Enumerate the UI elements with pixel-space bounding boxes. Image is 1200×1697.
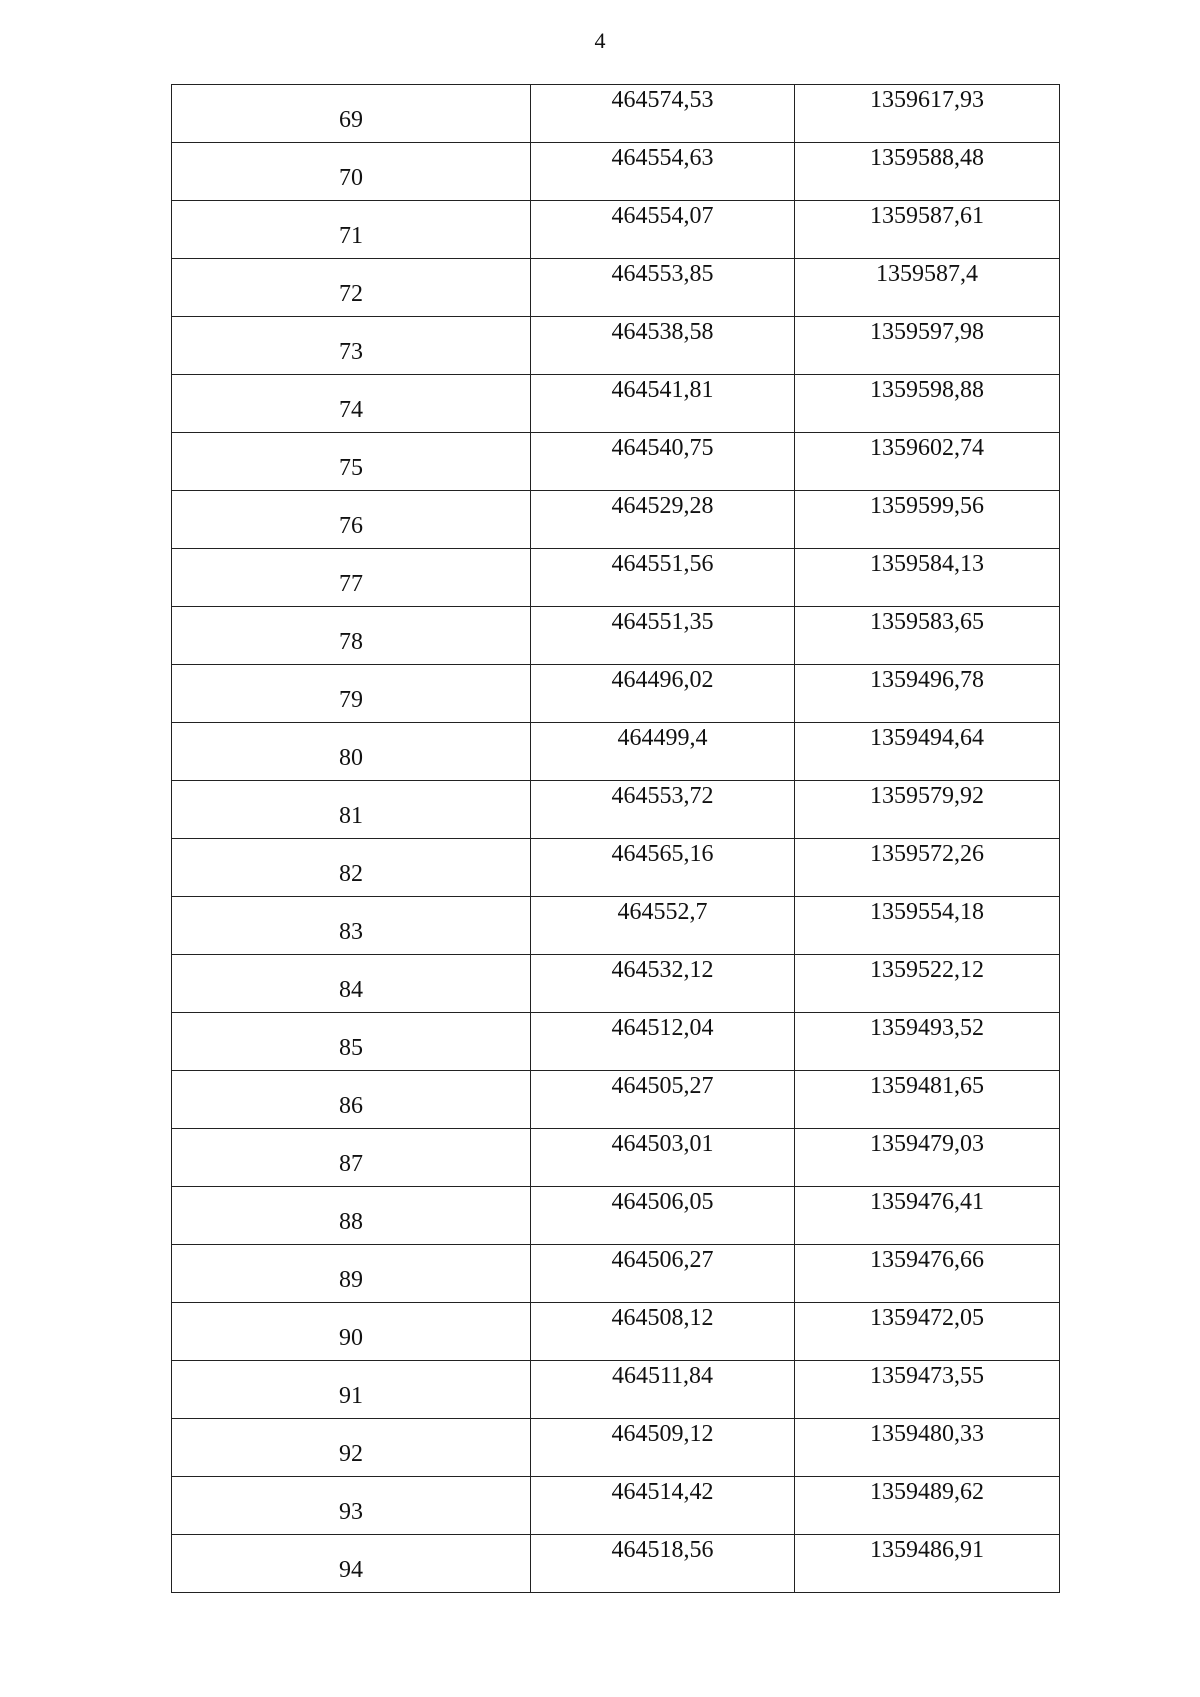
x-coordinate-cell: 464509,12 <box>531 1419 795 1477</box>
table-row <box>172 1013 1060 1071</box>
table-row <box>172 723 1060 781</box>
table-row <box>172 259 1060 317</box>
y-coordinate-cell: 1359494,64 <box>795 723 1060 781</box>
y-coordinate-cell: 1359476,66 <box>795 1245 1060 1303</box>
point-number-cell: 80 <box>172 723 531 781</box>
table-row <box>172 375 1060 433</box>
x-coordinate-cell: 464511,84 <box>531 1361 795 1419</box>
x-coordinate-cell: 464552,7 <box>531 897 795 955</box>
table-row <box>172 955 1060 1013</box>
table-row <box>172 1419 1060 1477</box>
table-row <box>172 201 1060 259</box>
point-number-cell: 81 <box>172 781 531 839</box>
y-coordinate-cell: 1359554,18 <box>795 897 1060 955</box>
table-row <box>172 607 1060 665</box>
table-row <box>172 143 1060 201</box>
y-coordinate-cell: 1359588,48 <box>795 143 1060 201</box>
y-coordinate-cell: 1359598,88 <box>795 375 1060 433</box>
y-coordinate-cell: 1359602,74 <box>795 433 1060 491</box>
point-number-cell: 73 <box>172 317 531 375</box>
x-coordinate-cell: 464499,4 <box>531 723 795 781</box>
table-row <box>172 897 1060 955</box>
y-coordinate-cell: 1359481,65 <box>795 1071 1060 1129</box>
y-coordinate-cell: 1359587,61 <box>795 201 1060 259</box>
x-coordinate-cell: 464506,05 <box>531 1187 795 1245</box>
table-row <box>172 1477 1060 1535</box>
table-row <box>172 491 1060 549</box>
x-coordinate-cell: 464512,04 <box>531 1013 795 1071</box>
y-coordinate-cell: 1359597,98 <box>795 317 1060 375</box>
page-number: 4 <box>594 28 606 53</box>
coordinates-table-body <box>172 85 1060 1593</box>
y-coordinate-cell: 1359584,13 <box>795 549 1060 607</box>
point-number-cell: 77 <box>172 549 531 607</box>
table-row <box>172 1187 1060 1245</box>
y-coordinate-cell: 1359572,26 <box>795 839 1060 897</box>
table-row <box>172 1361 1060 1419</box>
x-coordinate-cell: 464529,28 <box>531 491 795 549</box>
table-row <box>172 665 1060 723</box>
y-coordinate-cell: 1359522,12 <box>795 955 1060 1013</box>
y-coordinate-cell: 1359493,52 <box>795 1013 1060 1071</box>
point-number-cell: 92 <box>172 1419 531 1477</box>
x-coordinate-cell: 464565,16 <box>531 839 795 897</box>
point-number-cell: 78 <box>172 607 531 665</box>
table-row <box>172 1129 1060 1187</box>
y-coordinate-cell: 1359479,03 <box>795 1129 1060 1187</box>
point-number-cell: 91 <box>172 1361 531 1419</box>
table-row <box>172 1071 1060 1129</box>
point-number-cell: 93 <box>172 1477 531 1535</box>
x-coordinate-cell: 464541,81 <box>531 375 795 433</box>
point-number-cell: 74 <box>172 375 531 433</box>
y-coordinate-cell: 1359480,33 <box>795 1419 1060 1477</box>
table-row <box>172 317 1060 375</box>
table-row <box>172 549 1060 607</box>
y-coordinate-cell: 1359617,93 <box>795 85 1060 143</box>
x-coordinate-cell: 464503,01 <box>531 1129 795 1187</box>
y-coordinate-cell: 1359599,56 <box>795 491 1060 549</box>
x-coordinate-cell: 464508,12 <box>531 1303 795 1361</box>
x-coordinate-cell: 464514,42 <box>531 1477 795 1535</box>
x-coordinate-cell: 464554,07 <box>531 201 795 259</box>
x-coordinate-cell: 464506,27 <box>531 1245 795 1303</box>
y-coordinate-cell: 1359496,78 <box>795 665 1060 723</box>
point-number-cell: 94 <box>172 1535 531 1593</box>
point-number-cell: 87 <box>172 1129 531 1187</box>
x-coordinate-cell: 464574,53 <box>531 85 795 143</box>
x-coordinate-cell: 464554,63 <box>531 143 795 201</box>
x-coordinate-cell: 464553,72 <box>531 781 795 839</box>
point-number-cell: 90 <box>172 1303 531 1361</box>
y-coordinate-cell: 1359473,55 <box>795 1361 1060 1419</box>
table-row <box>172 433 1060 491</box>
y-coordinate-cell: 1359472,05 <box>795 1303 1060 1361</box>
table-row <box>172 1303 1060 1361</box>
x-coordinate-cell: 464496,02 <box>531 665 795 723</box>
point-number-cell: 72 <box>172 259 531 317</box>
point-number-cell: 79 <box>172 665 531 723</box>
x-coordinate-cell: 464540,75 <box>531 433 795 491</box>
point-number-cell: 71 <box>172 201 531 259</box>
y-coordinate-cell: 1359486,91 <box>795 1535 1060 1593</box>
point-number-cell: 86 <box>172 1071 531 1129</box>
point-number-cell: 85 <box>172 1013 531 1071</box>
y-coordinate-cell: 1359579,92 <box>795 781 1060 839</box>
table-row <box>172 781 1060 839</box>
table-row <box>172 1245 1060 1303</box>
x-coordinate-cell: 464538,58 <box>531 317 795 375</box>
table-row <box>172 85 1060 143</box>
point-number-cell: 82 <box>172 839 531 897</box>
x-coordinate-cell: 464551,56 <box>531 549 795 607</box>
point-number-cell: 88 <box>172 1187 531 1245</box>
x-coordinate-cell: 464553,85 <box>531 259 795 317</box>
x-coordinate-cell: 464532,12 <box>531 955 795 1013</box>
x-coordinate-cell: 464518,56 <box>531 1535 795 1593</box>
point-number-cell: 69 <box>172 85 531 143</box>
x-coordinate-cell: 464505,27 <box>531 1071 795 1129</box>
table-row <box>172 1535 1060 1593</box>
x-coordinate-cell: 464551,35 <box>531 607 795 665</box>
y-coordinate-cell: 1359489,62 <box>795 1477 1060 1535</box>
coordinates-table <box>171 84 1060 1593</box>
point-number-cell: 75 <box>172 433 531 491</box>
y-coordinate-cell: 1359583,65 <box>795 607 1060 665</box>
point-number-cell: 84 <box>172 955 531 1013</box>
point-number-cell: 76 <box>172 491 531 549</box>
point-number-cell: 83 <box>172 897 531 955</box>
y-coordinate-cell: 1359476,41 <box>795 1187 1060 1245</box>
point-number-cell: 70 <box>172 143 531 201</box>
table-row <box>172 839 1060 897</box>
y-coordinate-cell: 1359587,4 <box>795 259 1060 317</box>
point-number-cell: 89 <box>172 1245 531 1303</box>
